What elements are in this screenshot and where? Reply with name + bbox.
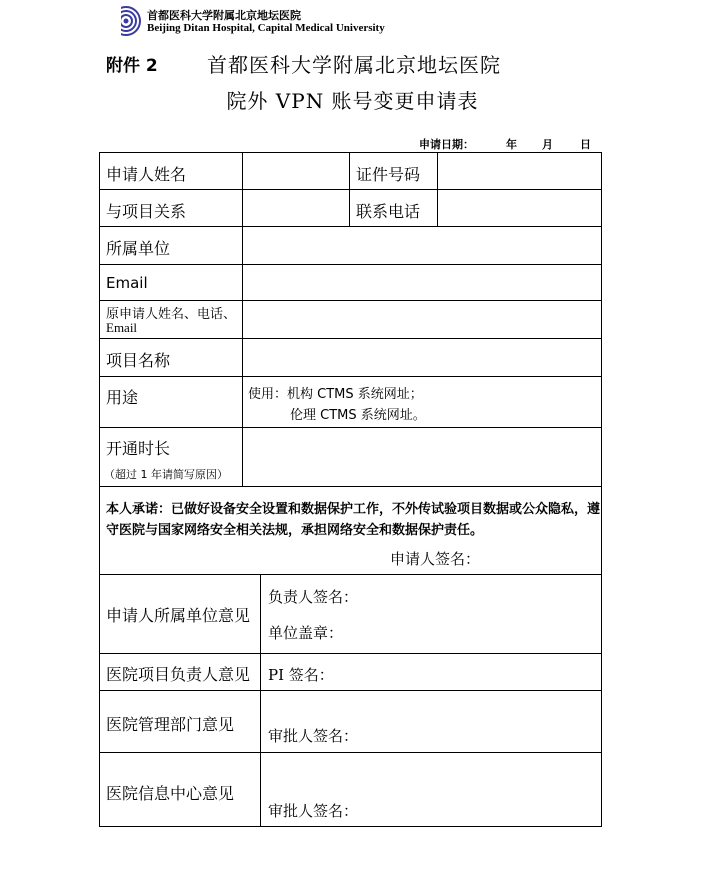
table-line — [260, 574, 261, 826]
table-line — [99, 690, 602, 691]
management-opinion-label: 医院管理部门意见 — [106, 715, 235, 734]
applicant-name-label: 申请人姓名 — [106, 165, 187, 184]
info-center-opinion-label: 医院信息中心意见 — [106, 784, 235, 803]
usage-line-2: 伦理 CTMS 系统网址。 — [290, 408, 426, 423]
page-title-line2 — [0, 85, 701, 114]
table-line — [99, 574, 602, 575]
project-relation-label: 与项目关系 — [106, 202, 187, 221]
applicant-name-field[interactable] — [243, 153, 348, 189]
leader-signature-label: 负责人签名： — [268, 588, 359, 606]
unit-opinion-label: 申请人所属单位意见 — [106, 606, 251, 625]
hospital-name-en: Beijing Ditan Hospital, Capital Medical University — [147, 22, 385, 34]
table-line — [349, 152, 350, 226]
hospital-name-cn: 首都医科大学附属北京地坛医院 — [147, 9, 301, 22]
unit-seal-label: 单位盖章： — [268, 624, 344, 642]
usage-label: 用途 — [106, 388, 139, 407]
hospital-logo-icon — [111, 6, 141, 36]
page-title-line1: 首都医科大学附属北京地坛医院 — [207, 53, 501, 77]
email-label: Email — [106, 274, 148, 292]
applicant-signature-label: 申请人签名： — [390, 550, 481, 568]
table-line — [99, 486, 602, 487]
orig-applicant-label: 原申请人姓名、电话、 — [106, 307, 237, 322]
approver-signature-label-2: 审批人签名： — [268, 802, 359, 820]
date-day: 日 — [580, 138, 591, 151]
pi-signature-label: PI 签名： — [268, 666, 334, 684]
table-line — [99, 752, 602, 753]
unit-label: 所属单位 — [106, 239, 171, 258]
table-line — [99, 376, 602, 377]
orig-applicant-email-label: Email — [106, 320, 138, 335]
page-title-line2-text: 院外 VPN 账号变更申请表 — [226, 89, 479, 113]
unit-field[interactable] — [243, 227, 600, 264]
usage-line-1: 使用：机构 CTMS 系统网址； — [248, 387, 423, 402]
phone-field[interactable] — [438, 190, 600, 226]
applicant-promise: 本人承诺：已做好设备安全设置和数据保护工作，不外传试验项目数据或公众隐私，遵守医院与国家网络安全相关法规，承担网络安全和数据保护责任。 — [106, 502, 601, 538]
id-number-field[interactable] — [438, 153, 600, 189]
date-year: 年 — [506, 138, 517, 151]
table-line — [99, 826, 602, 827]
phone-label: 联系电话 — [356, 202, 421, 221]
table-line — [99, 152, 100, 827]
duration-label: 开通时长 — [106, 439, 171, 458]
email-field[interactable] — [243, 265, 600, 300]
pi-opinion-label: 医院项目负责人意见 — [106, 665, 251, 684]
project-name-field[interactable] — [243, 339, 600, 376]
approver-signature-label-1: 审批人签名： — [268, 727, 359, 745]
attachment-label: 附件 2 — [106, 56, 158, 76]
duration-field[interactable] — [243, 428, 600, 486]
date-label: 申请日期： — [419, 138, 474, 151]
id-number-label: 证件号码 — [356, 165, 421, 184]
date-month: 月 — [542, 138, 553, 151]
project-name-label: 项目名称 — [106, 351, 171, 370]
table-line — [99, 653, 602, 654]
duration-note: （超过 1 年请简写原因） — [104, 468, 228, 481]
table-line — [601, 152, 602, 827]
project-relation-field[interactable] — [243, 190, 348, 226]
orig-applicant-field[interactable] — [243, 301, 600, 338]
